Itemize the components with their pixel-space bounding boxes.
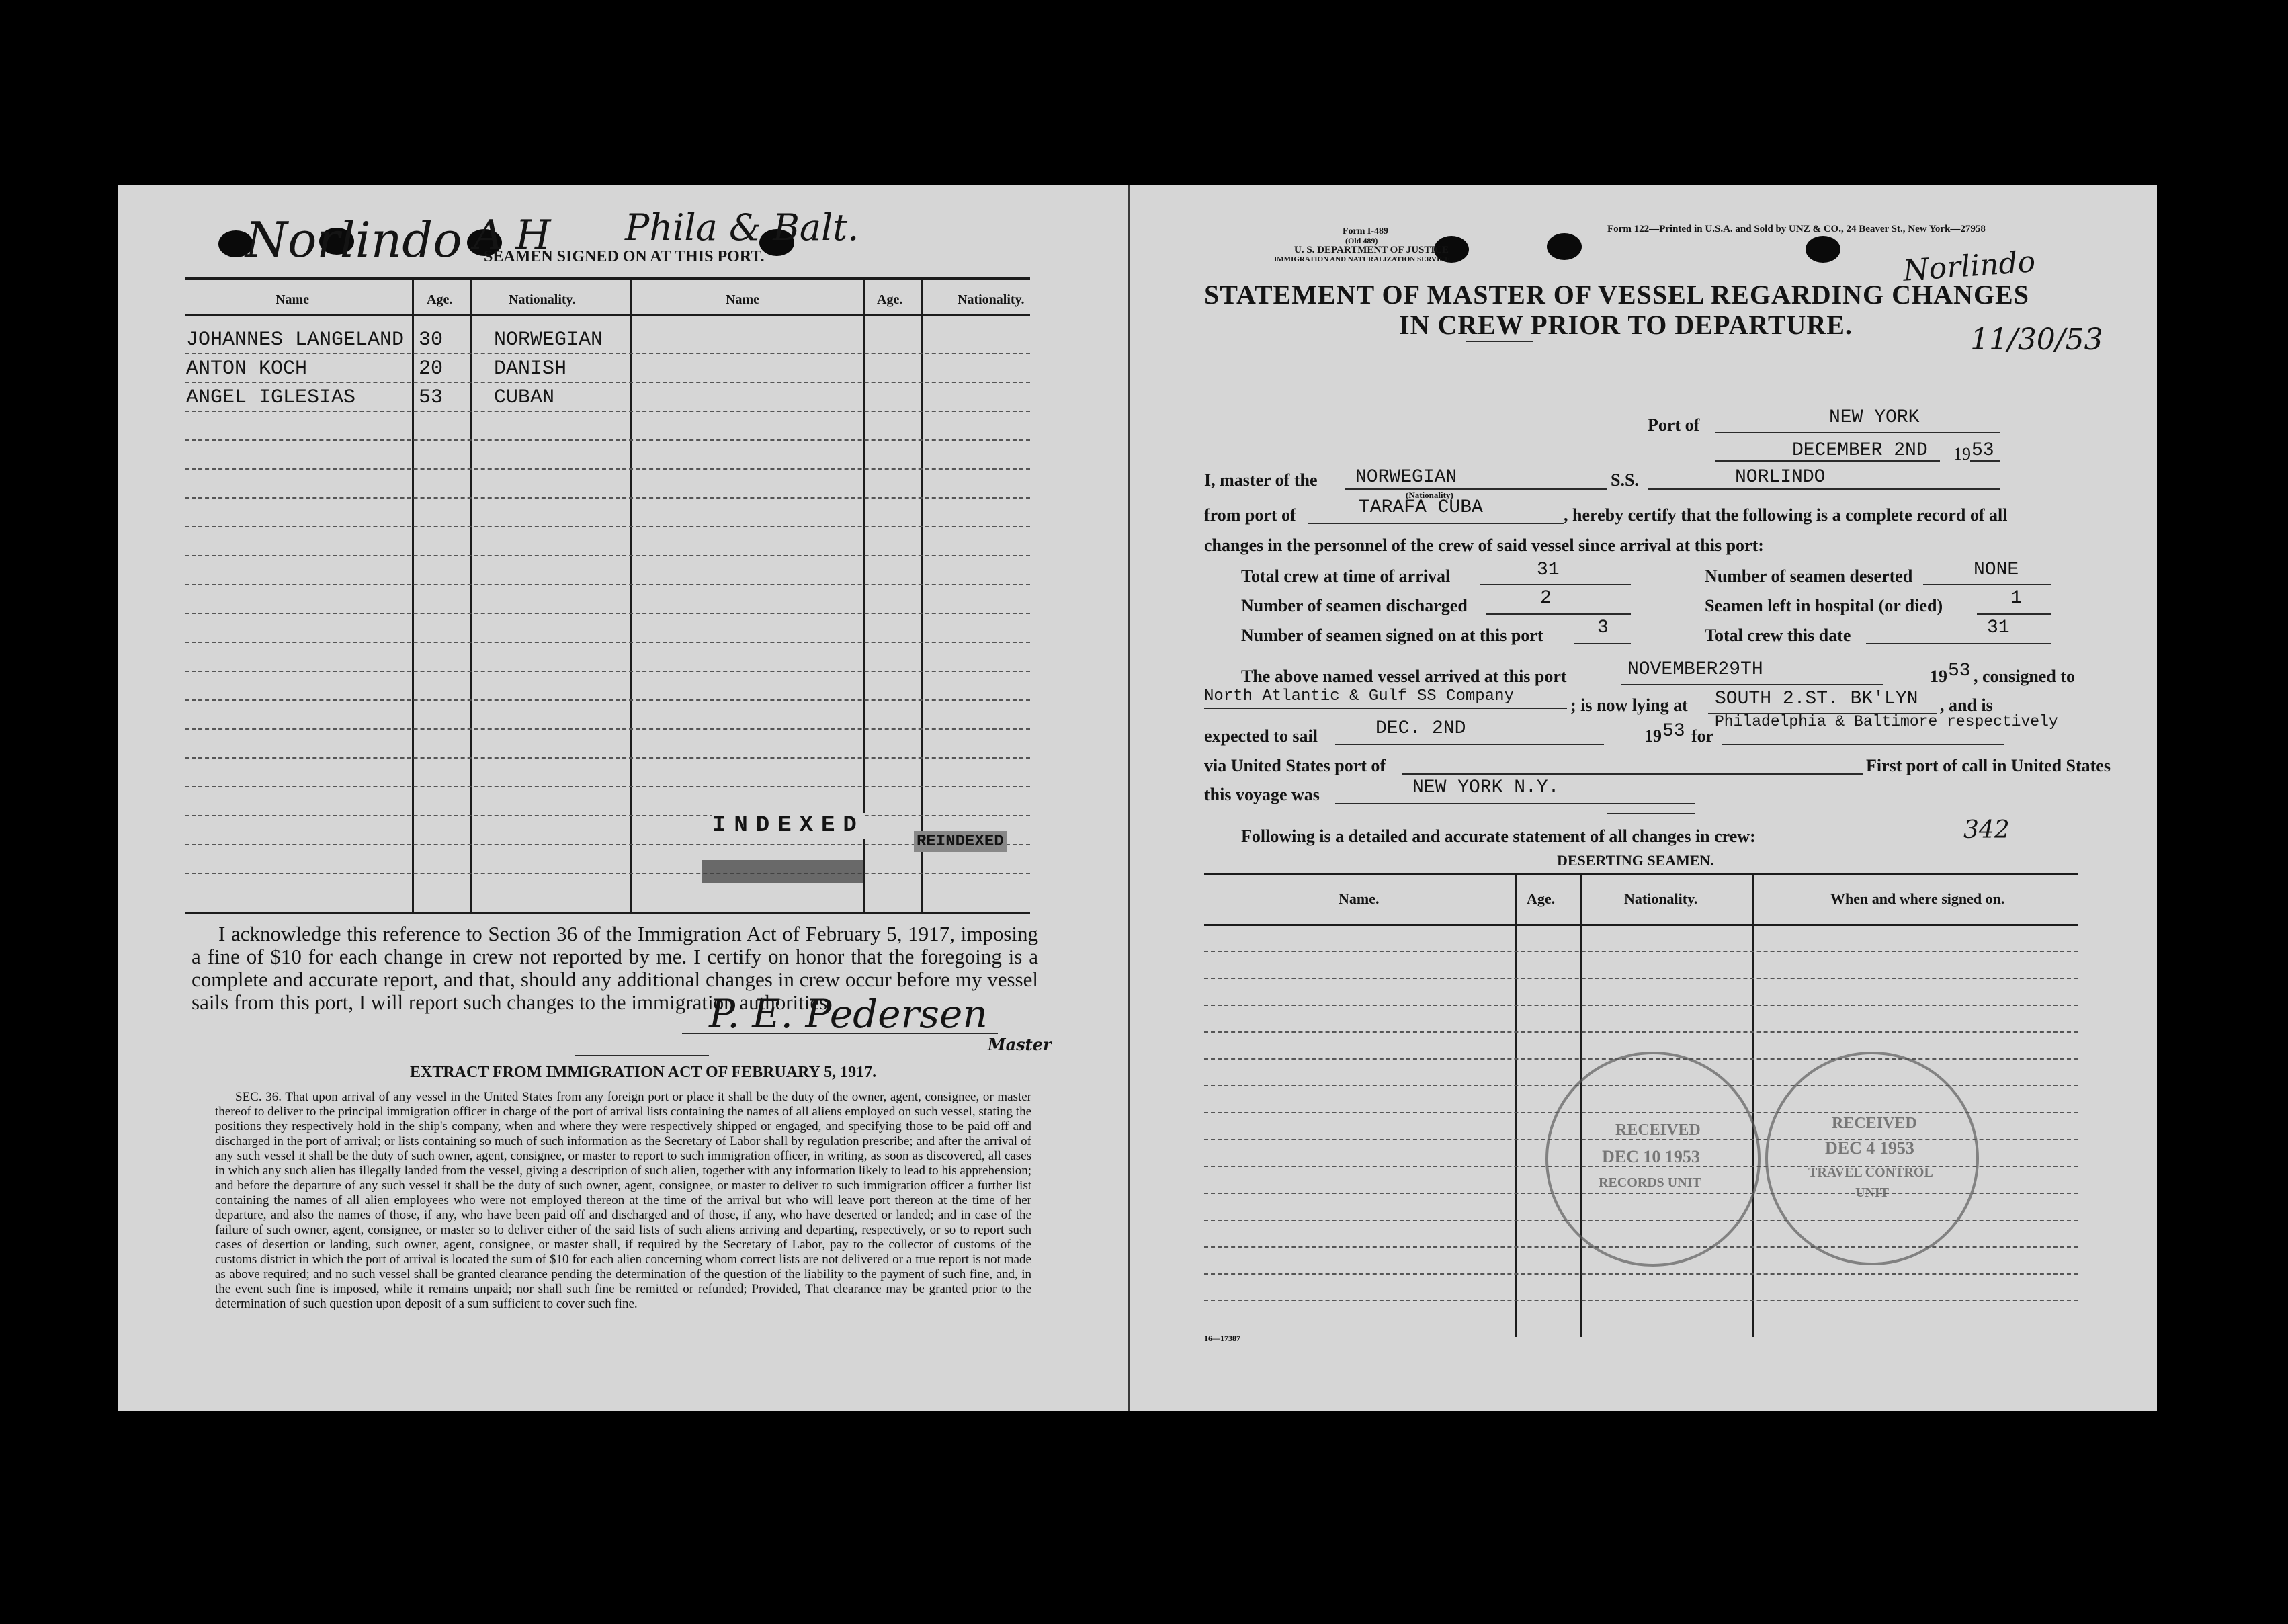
service-name: IMMIGRATION AND NATURALIZATION SERVICE [1274, 255, 1450, 263]
row-rule [185, 786, 1030, 787]
row-rule [185, 699, 1030, 701]
left-page [118, 185, 1129, 1411]
stamp-received-label: RECEIVED [1832, 1115, 1917, 1132]
deserted-label: Number of seamen deserted [1705, 566, 1913, 586]
seaman-age: 30 [419, 329, 443, 351]
certify-text: , hereby certify that the following is a complete record of all [1564, 505, 2008, 525]
column-divider [470, 277, 472, 914]
count-line [1923, 584, 2051, 585]
count-line [1486, 613, 1631, 615]
port-label: Port of [1648, 415, 1700, 435]
column-header-name: Name. [1339, 890, 1380, 907]
seaman-nationality: DANISH [494, 357, 567, 380]
consignee-value: North Atlantic & Gulf SS Company [1204, 687, 1514, 706]
from-port-value: TARAFA CUBA [1359, 497, 1483, 518]
deserting-table-header-rule [1204, 924, 2078, 926]
voyage-value: NEW YORK N.Y. [1412, 777, 1560, 798]
row-rule [185, 353, 1030, 354]
row-rule [1204, 978, 2078, 979]
for-value: Philadelphia & Baltimore respectively [1715, 713, 2058, 730]
row-rule [185, 497, 1030, 499]
section-title: SEAMEN SIGNED ON AT THIS PORT. [484, 248, 765, 265]
count-line [1866, 643, 2051, 644]
count-line [1977, 613, 2051, 615]
discharged-value: 2 [1540, 588, 1552, 609]
arrived-line [1621, 684, 1883, 685]
extract-text: SEC. 36. That upon arrival of any vessel in the United States from any foreign port or place it shall be the duty of the owner, agent, consignee, or master thereof to deliver to the principal immigration officer in charge of the port of arrival lists containing the names of all aliens employed on such vessel, stating the positions they respectively hold in the ship's company, when and where they were respectively shipped or engaged, and specifying those to be paid off and discharged in the port of arrival; or lists containing so much of such information as the Secretary of Labor shall by regulation prescribe; and after the arrival of any such vessel it shall be the duty of such owner, agent, consignee, or master to report to such immigration officer, in writing, as soon as discovered, all cases in which any such alien has illegally landed from the vessel, giving a description of such alien, together with any information likely to lead to his apprehension; and before the departure of any such vessel it shall be the duty of such owner, agent, consignee, or master to deliver to such immigration officer a further list containing the names of all alien employees who were not employed thereon at the time of the arrival but who will leave port thereon at the time of her departure, and also the names of those, if any, who have been paid off and discharged and of those, if any, who have deserted or landed; and in case of the failure of such owner, agent, consignee, or master so to deliver either of the said lists of such aliens arriving and departing, respectively, or so to report such cases of desertion or landing, such owner, agent, consignee, or master shall, if required by the Secretary of Labor, pay to the collector of customs of the customs district in which the port of arrival is located the sum of $10 for each alien concerning whom correct lists are not delivered or a true report is not made as above required; and no such vessel shall be granted clearance pending the determination of the question of the liability to the payment of such fine, and, in the event such fine is imposed, while it remains unpaid; nor shall such fine be remitted or refunded; Provided, That clearance may be granted prior to the determination of such question upon deposit of a sum sufficient to cover such fine. [215, 1090, 1031, 1311]
row-rule [185, 584, 1030, 585]
seaman-age: 53 [419, 386, 443, 409]
expected-label: expected to sail [1204, 726, 1318, 746]
signed-on-value: 3 [1597, 617, 1609, 638]
row-rule [1204, 1005, 2078, 1006]
column-header-name: Name [726, 292, 759, 307]
arrived-year: 53 [1948, 660, 1971, 681]
nationality-value: NORWEGIAN [1355, 467, 1457, 488]
seaman-name: ANTON KOCH [186, 357, 308, 380]
total-crew-date-label: Total crew this date [1705, 626, 1851, 645]
punch-hole [1806, 236, 1840, 263]
hospital-value: 1 [2010, 588, 2022, 609]
signature-line [682, 1033, 998, 1034]
received-stamp [1765, 1052, 1979, 1265]
seaman-name: ANGEL IGLESIAS [186, 386, 356, 409]
via-label: via United States port of [1204, 756, 1386, 775]
row-rule [1204, 1031, 2078, 1033]
lying-value: SOUTH 2.ST. BK'LYN [1715, 689, 1918, 710]
stamp-smudge [702, 860, 863, 883]
column-divider [630, 277, 632, 914]
arrived-year-prefix: 19 [1930, 667, 1947, 686]
column-header-nationality: Nationality. [509, 292, 576, 307]
deserting-table-top-rule [1204, 873, 2078, 875]
master-label: Master [988, 1035, 1052, 1054]
stamp-unit: RECORDS UNIT [1599, 1175, 1701, 1190]
column-header-age: Age. [427, 292, 453, 307]
expected-year-prefix: 19 [1644, 726, 1662, 746]
seaman-age: 20 [419, 357, 443, 380]
row-rule [185, 613, 1030, 614]
column-header-name: Name [276, 292, 309, 307]
handwritten-vessel-name: Norlindo [1902, 245, 2037, 288]
row-rule [185, 468, 1030, 470]
nationality-line [1345, 488, 1607, 490]
deserted-value: NONE [1974, 560, 2019, 581]
date-year: 53 [1972, 440, 1994, 461]
lying-label: ; is now lying at [1570, 695, 1688, 715]
column-header-age: Age. [1527, 890, 1556, 907]
voyage-label: this voyage was [1204, 785, 1320, 804]
title-underline [1466, 341, 1533, 342]
punch-hole [1547, 233, 1582, 260]
seaman-name: JOHANNES LANGELAND [186, 329, 405, 351]
row-rule [185, 728, 1030, 730]
extract-title: EXTRACT FROM IMMIGRATION ACT OF FEBRUARY 5, 1917. [410, 1064, 877, 1081]
deserting-title: DESERTING SEAMEN. [1557, 852, 1714, 869]
master-of-label: I, master of the [1204, 470, 1318, 490]
master-signature: P. E. Pedersen [709, 991, 988, 1037]
stamp-unit: TRAVEL CONTROL [1808, 1165, 1933, 1180]
row-rule [185, 642, 1030, 643]
stamp-received-label: RECEIVED [1615, 1121, 1701, 1139]
stamp-unit-line-2: UNIT [1855, 1185, 1890, 1200]
column-header-nationality: Nationality. [1624, 890, 1698, 907]
acknowledgement-text: I acknowledge this reference to Section 36 of the Immigration Act of February 5, 1917, imposing a fine of $10 for each change in crew not reported by me. I certify on honor that the foregoing is a complete and accurate report, and that, should any additional changes in crew occur before my vessel sails from this port, I will report such changes to the immigration authorities. [192, 922, 1038, 1014]
following-label: Following is a detailed and accurate statement of all changes in crew: [1241, 826, 1756, 846]
column-divider [1515, 873, 1517, 1337]
vessel-value: NORLINDO [1735, 467, 1826, 488]
column-divider [412, 277, 414, 914]
table-bottom-rule [185, 912, 1030, 914]
row-rule [185, 555, 1030, 556]
expected-line [1335, 744, 1604, 745]
vessel-line [1648, 488, 2000, 490]
expected-year: 53 [1662, 721, 1685, 742]
reindexed-stamp: REINDEXED [914, 831, 1007, 852]
seaman-nationality: NORWEGIAN [494, 329, 603, 351]
signed-on-label: Number of seamen signed on at this port [1241, 626, 1543, 645]
port-value: NEW YORK [1829, 407, 1920, 428]
total-crew-date: 31 [1987, 617, 2010, 638]
stamp-date: DEC 4 1953 [1825, 1138, 1914, 1158]
printer-note: Form 122—Printed in U.S.A. and Sold by UNZ & CO., 24 Beaver St., New York—27958 [1607, 224, 1986, 234]
consignee-line [1204, 708, 1567, 709]
handwritten-code: A H [474, 212, 551, 259]
row-rule [185, 844, 1030, 845]
form-old-number: (Old 489) [1345, 236, 1378, 245]
row-rule [185, 671, 1030, 672]
date-year-prefix: 19 [1953, 444, 1971, 464]
row-rule [185, 757, 1030, 759]
handwritten-ports: Phila & Balt. [625, 206, 859, 249]
for-label: for [1691, 726, 1714, 746]
column-header-nationality: Nationality. [958, 292, 1025, 307]
seaman-nationality: CUBAN [494, 386, 555, 409]
handwritten-date: 11/30/53 [1970, 323, 2103, 357]
for-line [1722, 744, 2004, 745]
voyage-line [1335, 803, 1695, 804]
row-rule [1204, 951, 2078, 952]
handwritten-number: 342 [1963, 816, 2010, 844]
right-page [1130, 185, 2157, 1411]
column-divider [1752, 873, 1754, 1337]
row-rule [185, 382, 1030, 383]
nationality-caption: (Nationality) [1406, 490, 1453, 500]
discharged-label: Number of seamen discharged [1241, 596, 1468, 615]
column-divider [921, 277, 923, 914]
hospital-label: Seamen left in hospital (or died) [1705, 596, 1943, 615]
arrived-value: NOVEMBER29TH [1627, 659, 1763, 680]
divider-line [575, 1055, 709, 1056]
column-header-age: Age. [877, 292, 903, 307]
from-port-line [1308, 523, 1564, 524]
handwritten-vessel-name: Norlindo [245, 212, 462, 268]
form-title: STATEMENT OF MASTER OF VESSEL REGARDING CHANGES [1204, 280, 2029, 310]
and-is-label: , and is [1940, 695, 1993, 715]
row-rule [185, 873, 1030, 874]
count-line [1574, 643, 1631, 644]
count-line [1480, 584, 1631, 585]
port-line [1715, 432, 2000, 433]
row-rule [185, 439, 1030, 441]
footer-code: 16—17387 [1204, 1334, 1240, 1343]
consigned-label: , consigned to [1974, 667, 2075, 686]
stamp-date: DEC 10 1953 [1602, 1147, 1700, 1166]
row-rule [1204, 1273, 2078, 1275]
certify-text-2: changes in the personnel of the crew of said vessel since arrival at this port: [1204, 536, 1764, 555]
year-line [1970, 460, 2000, 462]
date-value: DECEMBER 2ND [1792, 440, 1928, 461]
row-rule [185, 526, 1030, 527]
row-rule [185, 411, 1030, 412]
first-port-label: First port of call in United States [1866, 756, 2111, 775]
arrived-label: The above named vessel arrived at this port [1241, 667, 1567, 686]
total-crew-arrival: 31 [1537, 560, 1560, 581]
column-header-when-where: When and where signed on. [1830, 890, 2005, 907]
form-title-line-2: IN CREW PRIOR TO DEPARTURE. [1399, 310, 1853, 340]
via-line [1402, 773, 1863, 775]
total-crew-arrival-label: Total crew at time of arrival [1241, 566, 1451, 586]
department-name: U. S. DEPARTMENT OF JUSTICE [1294, 245, 1449, 255]
expected-value: DEC. 2ND [1375, 718, 1466, 739]
row-rule [1204, 1300, 2078, 1301]
ss-label: S.S. [1611, 470, 1639, 490]
table-top-rule [185, 277, 1030, 280]
received-stamp [1545, 1052, 1761, 1267]
table-header-rule [185, 314, 1030, 316]
voyage-line-2 [1607, 813, 1695, 814]
form-number: Form I-489 [1343, 226, 1389, 237]
from-port-label: from port of [1204, 505, 1296, 525]
indexed-stamp: INDEXED [712, 813, 865, 839]
row-rule [185, 815, 1030, 816]
